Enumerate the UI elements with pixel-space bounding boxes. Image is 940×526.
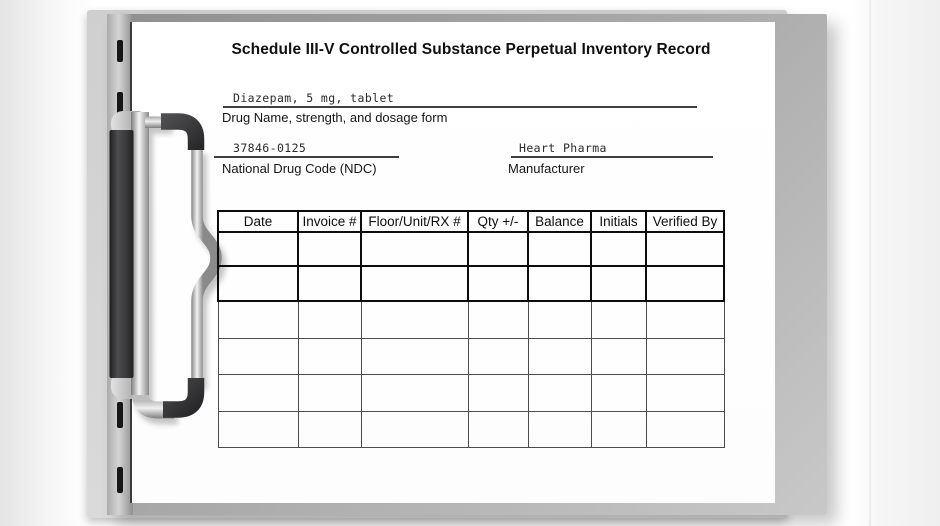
- inventory-table: [217, 210, 725, 448]
- table-cell: [646, 374, 724, 411]
- table-cell: [528, 266, 591, 301]
- table-cell: [298, 374, 361, 411]
- table-cell: [528, 301, 591, 338]
- table-cell: [218, 232, 298, 266]
- table-cell: [468, 232, 528, 266]
- table-cell: [298, 301, 361, 338]
- table-cell: [591, 338, 646, 374]
- manufacturer-label: Manufacturer: [508, 161, 585, 176]
- table-cell: [218, 338, 298, 374]
- table-cell: [646, 232, 724, 266]
- ndc-value: 37846-0125: [233, 141, 307, 155]
- drug-name-underline: [223, 106, 697, 108]
- table-cell: [468, 266, 528, 301]
- inventory-table-grid: [217, 210, 725, 448]
- table-row: [218, 232, 724, 266]
- table-cell: [298, 232, 361, 266]
- ndc-label: National Drug Code (NDC): [222, 161, 377, 176]
- table-cell: [361, 232, 468, 266]
- table-cell: [646, 411, 724, 447]
- clip-outer-loop-band: [131, 112, 149, 395]
- table-cell: [591, 232, 646, 266]
- table-header-row: [218, 211, 724, 232]
- table-cell: [361, 338, 468, 374]
- clip-bottom-elbow: [163, 378, 196, 410]
- ndc-underline: [214, 156, 399, 158]
- background-seam-line: [869, 0, 871, 526]
- table-cell: [361, 374, 468, 411]
- table-body: [218, 232, 724, 447]
- table-cell: [298, 266, 361, 301]
- drug-name-label: Drug Name, strength, and dosage form: [222, 110, 448, 125]
- manufacturer-underline: [511, 156, 713, 158]
- table-cell: [528, 374, 591, 411]
- table-cell: [646, 301, 724, 338]
- table-row: [218, 266, 724, 301]
- table-cell: [218, 301, 298, 338]
- table-cell: [591, 374, 646, 411]
- column-header: Qty +/-: [468, 211, 528, 232]
- table-cell: [361, 411, 468, 447]
- column-header: Floor/Unit/RX #: [361, 211, 468, 232]
- table-cell: [591, 301, 646, 338]
- table-cell: [468, 301, 528, 338]
- page-title: Schedule III-V Controlled Substance Perpetual Inventory Record: [231, 41, 711, 58]
- table-cell: [298, 411, 361, 447]
- table-cell: [218, 266, 298, 301]
- column-header: Balance: [528, 211, 591, 232]
- table-row: [218, 374, 724, 411]
- table-cell: [468, 374, 528, 411]
- drug-name-value: Diazepam, 5 mg, tablet: [233, 91, 395, 105]
- table-cell: [528, 338, 591, 374]
- clip-mount-slot: [117, 40, 123, 62]
- table-cell: [646, 266, 724, 301]
- table-cell: [646, 338, 724, 374]
- column-header: Initials: [591, 211, 646, 232]
- clip-top-elbow: [161, 122, 196, 151]
- table-cell: [361, 301, 468, 338]
- table-cell: [468, 338, 528, 374]
- manufacturer-value: Heart Pharma: [519, 141, 607, 155]
- table-cell: [218, 374, 298, 411]
- table-cell: [361, 266, 468, 301]
- table-row: [218, 411, 724, 447]
- table-cell: [468, 411, 528, 447]
- column-header: Verified By: [646, 211, 724, 232]
- table-cell: [591, 266, 646, 301]
- clip-mount-slot: [117, 467, 123, 493]
- column-header: Date: [218, 211, 298, 232]
- table-row: [218, 338, 724, 374]
- clip-spine-bar: [110, 130, 134, 378]
- table-cell: [591, 411, 646, 447]
- table-cell: [218, 411, 298, 447]
- table-cell: [298, 338, 361, 374]
- column-header: Invoice #: [298, 211, 361, 232]
- table-cell: [528, 411, 591, 447]
- table-cell: [528, 232, 591, 266]
- table-row: [218, 301, 724, 338]
